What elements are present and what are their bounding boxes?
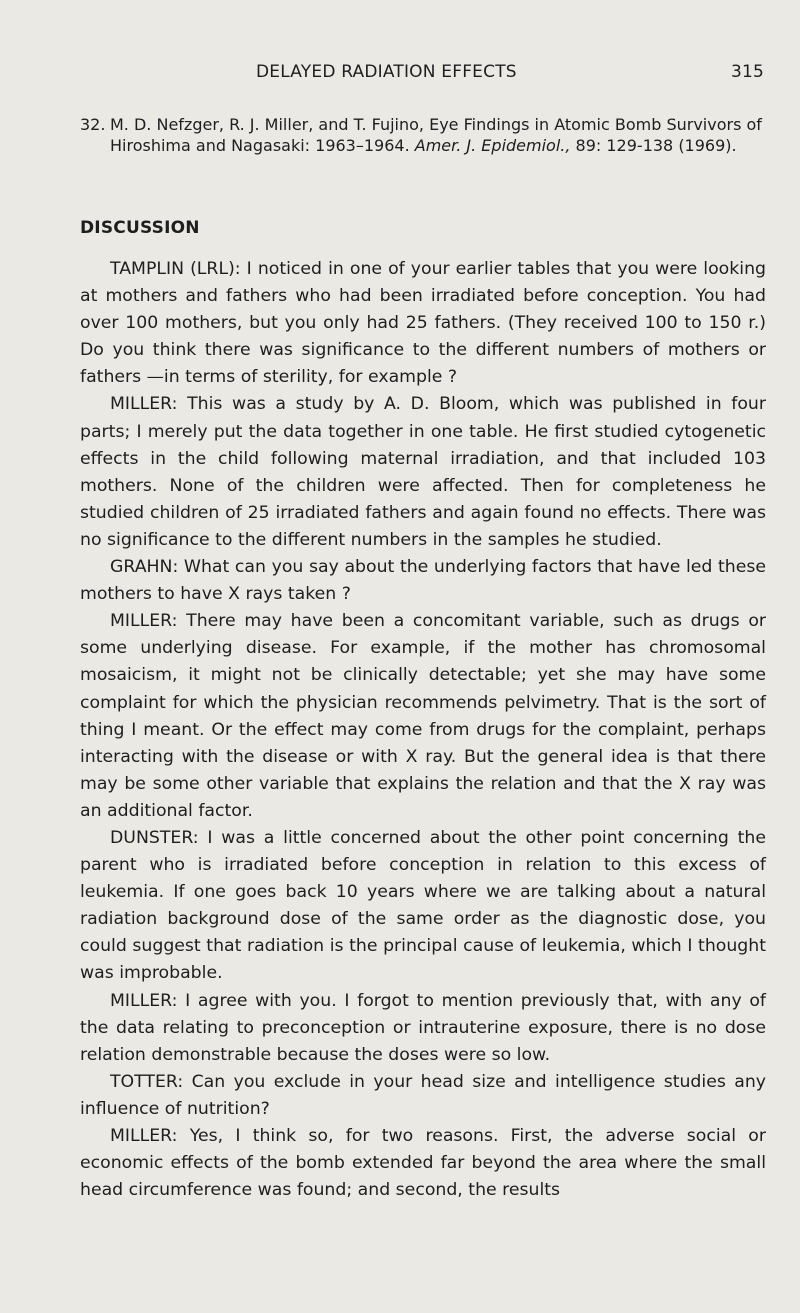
- running-title: DELAYED RADIATION EFFECTS: [256, 62, 517, 82]
- paragraph-totter: TOTTER: Can you exclude in your head size and intelligence studies any influence of nutrition?: [80, 1071, 766, 1119]
- paragraph-dunster: DUNSTER: I was a little concerned about the other point concerning the parent who is irradiated before conception in relation to this excess of leukemia. If one goes back 10 years where we are talking about a natural radiation background dose of the same order as the diagnostic dose, you could suggest that radiation is the principal cause of leukemia, which I thought was improbable.: [80, 827, 766, 984]
- paragraph-miller-2: MILLER: There may have been a concomitant variable, such as drugs or some underlying disease. For example, if the mother has chromosomal mosaicism, it might not be clinically detectable; yet she may have some complaint for which the physician recommends pelvimetry. That is the sort of thing I meant. Or the effect may come from drugs for the complaint, perhaps interacting with the disease or with X ray. But the general idea is that there may be some other variable that explains the relation and that the X ray was an additional factor.: [80, 611, 766, 821]
- reference-entry: [80, 114, 770, 156]
- reference-number: 32.: [80, 115, 106, 134]
- paragraph-miller-1: MILLER: This was a study by A. D. Bloom, which was published in four parts; I merely put the data together in one table. He first studied cytogenetic effects in the child following maternal irradiation, and that included 103 mothers. None of the children were affected. Then for completeness he studied children of 25 irradiated fathers and again found no effects. There was no significance to the different numbers in the samples he studied.: [80, 394, 766, 550]
- reference-journal: Amer. J. Epidemiol.,: [414, 136, 571, 155]
- section-heading: DISCUSSION: [80, 218, 200, 238]
- reference-authors-title: M. D. Nefzger, R. J. Miller, and T. Fujino, Eye Findings in Atomic Bomb Survivors of Hiroshima and Nagasaki: 1963–1964.: [110, 115, 762, 155]
- paragraph-grahn: GRAHN: What can you say about the underlying factors that have led these mothers to have X rays taken ?: [80, 557, 766, 605]
- page-number: 315: [730, 62, 764, 82]
- paragraph-tamplin: TAMPLIN (LRL): I noticed in one of your earlier tables that you were looking at mothers and fathers who had been irradiated before conception. You had over 100 mothers, but you only had 25 fathers. (They received 100 to 150 r.) Do you think there was significance to the different numbers of mothers or fathers —in terms of sterility, for example ?: [80, 259, 766, 388]
- reference-volume-pages: 89: 129-138 (1969).: [570, 136, 737, 155]
- discussion-body: [80, 256, 766, 1204]
- reference-text: [110, 114, 770, 156]
- paragraph-miller-4: MILLER: Yes, I think so, for two reasons. First, the adverse social or economic effects of the bomb extended far beyond the area where the small head circumference was found; and second, the results: [80, 1126, 766, 1201]
- paragraph-miller-3: MILLER: I agree with you. I forgot to mention previously that, with any of the data relating to preconception or intrauterine exposure, there is no dose relation demonstrable because the doses were so low.: [80, 990, 766, 1065]
